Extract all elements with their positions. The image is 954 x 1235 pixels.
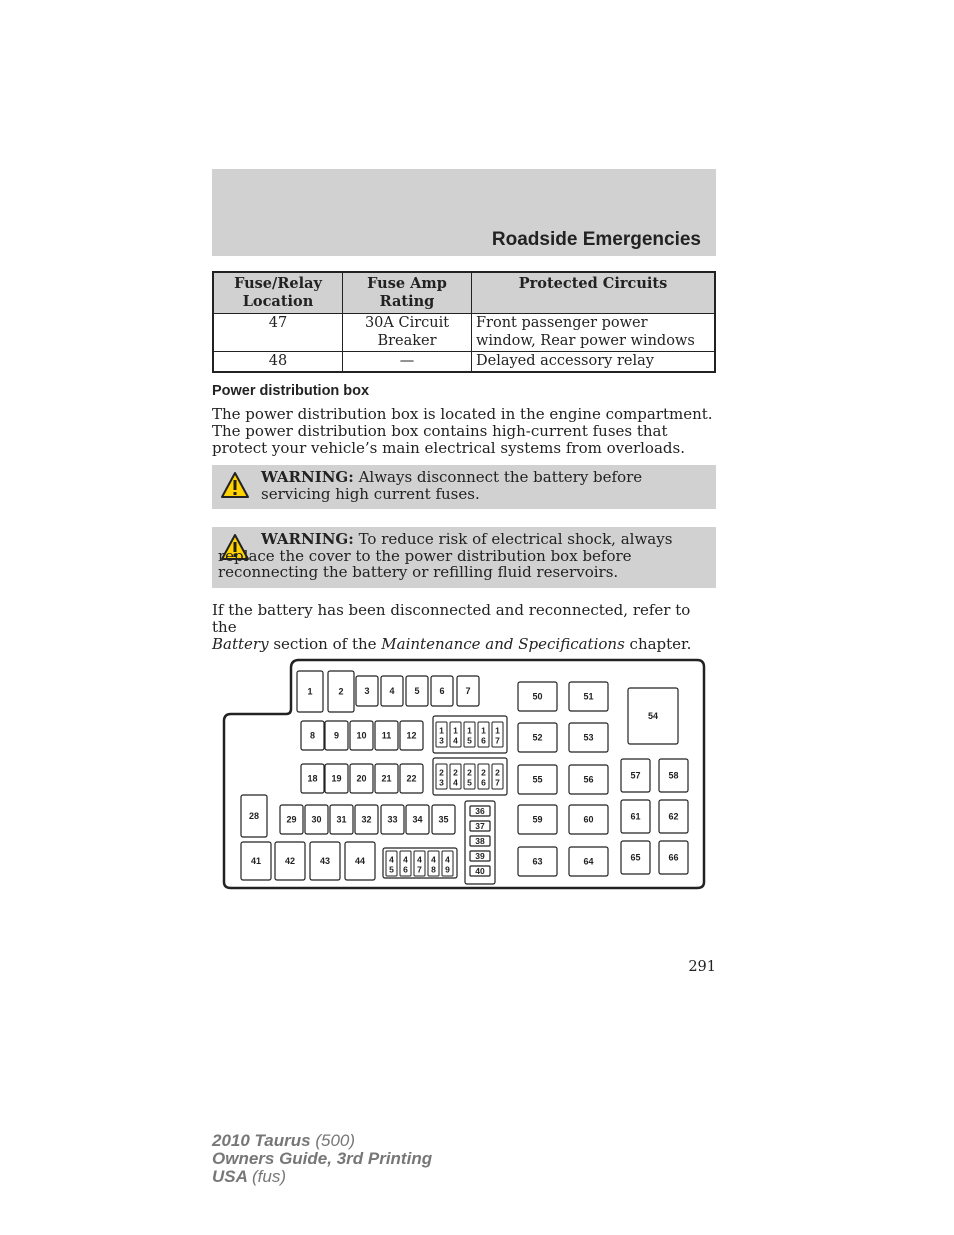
fuse-44 <box>345 842 375 880</box>
svg-text:2: 2 <box>467 767 472 778</box>
svg-text:4: 4 <box>389 854 394 865</box>
fuse-40 <box>470 866 490 876</box>
footer <box>212 1132 432 1186</box>
svg-text:1: 1 <box>453 725 458 736</box>
fuse-30 <box>305 805 328 834</box>
svg-text:39: 39 <box>475 850 485 861</box>
svg-text:7: 7 <box>495 735 500 746</box>
battery-link: Battery <box>212 635 269 653</box>
svg-text:4: 4 <box>431 854 436 865</box>
svg-text:60: 60 <box>583 814 594 825</box>
svg-text:2: 2 <box>495 767 500 778</box>
svg-text:29: 29 <box>286 814 297 825</box>
fuse-6 <box>431 676 453 706</box>
column-header-rating: Fuse Amp Rating <box>343 272 472 314</box>
svg-text:19: 19 <box>331 773 342 784</box>
fuse-39 <box>470 851 490 861</box>
fuse-36 <box>470 806 490 816</box>
fuse-15 <box>464 722 475 747</box>
fuse-10 <box>350 721 373 750</box>
fuse-14 <box>450 722 461 747</box>
svg-text:43: 43 <box>319 856 331 867</box>
svg-text:10: 10 <box>356 730 367 741</box>
svg-text:5: 5 <box>414 686 420 697</box>
svg-text:33: 33 <box>387 814 398 825</box>
chapter-link: Maintenance and Specifications <box>381 635 625 653</box>
fuse-32 <box>355 805 378 834</box>
svg-text:8: 8 <box>309 730 316 741</box>
fuse-3 <box>356 676 378 706</box>
fuse-50 <box>518 682 557 711</box>
svg-text:5: 5 <box>467 735 472 746</box>
fuse-28 <box>241 795 267 837</box>
fuse-11 <box>375 721 398 750</box>
fuse-60 <box>569 805 608 834</box>
fuse-65 <box>621 841 650 874</box>
fuse-35 <box>432 805 455 834</box>
fuse-23 <box>436 764 447 789</box>
page-number: 291 <box>688 959 716 975</box>
fuse-48 <box>428 851 439 876</box>
fuse-37 <box>470 821 490 831</box>
svg-text:4: 4 <box>403 854 408 865</box>
svg-text:32: 32 <box>361 814 372 825</box>
fuse-61 <box>621 800 650 833</box>
svg-text:58: 58 <box>668 770 679 781</box>
power-distribution-box-diagram <box>222 658 708 892</box>
fuse-5 <box>406 676 428 706</box>
svg-text:2: 2 <box>453 767 458 778</box>
svg-text:61: 61 <box>630 811 641 822</box>
fuse-17 <box>492 722 503 747</box>
svg-text:4: 4 <box>417 854 422 865</box>
svg-text:62: 62 <box>668 811 679 822</box>
fuse-38 <box>470 836 490 846</box>
fuse-33 <box>381 805 404 834</box>
svg-text:36: 36 <box>475 805 485 816</box>
svg-text:65: 65 <box>630 852 641 863</box>
cell-circuits: Front passenger power window, Rear power windows <box>472 314 716 352</box>
svg-text:35: 35 <box>438 814 449 825</box>
warning-box <box>212 527 716 588</box>
svg-text:41: 41 <box>250 856 262 867</box>
cell-rating: 30A Circuit Breaker <box>343 314 472 352</box>
svg-text:42: 42 <box>284 856 296 867</box>
fuse-59 <box>518 805 557 834</box>
svg-text:12: 12 <box>406 730 417 741</box>
cell-circuits: Delayed accessory relay <box>472 352 716 373</box>
fuse-21 <box>375 764 398 793</box>
svg-text:22: 22 <box>406 773 417 784</box>
svg-text:1: 1 <box>481 725 486 736</box>
battery-text: chapter. <box>629 635 692 653</box>
svg-text:3: 3 <box>439 777 444 788</box>
fuse-29 <box>280 805 303 834</box>
fuse-table <box>212 271 716 373</box>
fuse-16 <box>478 722 489 747</box>
fuse-12 <box>400 721 423 750</box>
svg-text:6: 6 <box>439 686 445 697</box>
svg-text:5: 5 <box>389 864 394 875</box>
column-header-circuits: Protected Circuits <box>472 272 716 314</box>
fuse-66 <box>659 841 688 874</box>
cell-location: 47 <box>213 314 343 352</box>
fuse-56 <box>569 765 608 794</box>
svg-text:51: 51 <box>583 691 594 702</box>
svg-text:4: 4 <box>453 777 458 788</box>
fuse-57 <box>621 759 650 792</box>
warning-label: WARNING: <box>261 530 354 548</box>
fuse-25 <box>464 764 475 789</box>
svg-text:4: 4 <box>453 735 458 746</box>
svg-text:54: 54 <box>647 711 659 722</box>
fuse-8 <box>301 721 324 750</box>
svg-text:7: 7 <box>417 864 422 875</box>
fuse-43 <box>310 842 340 880</box>
svg-text:2: 2 <box>338 686 344 697</box>
fuse-62 <box>659 800 688 833</box>
fuse-64 <box>569 847 608 876</box>
svg-text:37: 37 <box>475 820 485 831</box>
fuse-4 <box>381 676 403 706</box>
fuse-54 <box>628 688 678 744</box>
fuse-58 <box>659 759 688 792</box>
svg-text:2: 2 <box>481 767 486 778</box>
svg-text:6: 6 <box>481 735 486 746</box>
svg-text:2: 2 <box>439 767 444 778</box>
svg-text:66: 66 <box>668 852 679 863</box>
intro-paragraph: The power distribution box is located in the engine compartment. The power distribution box contains high-current fuses that protect your vehicle’s main electrical systems from overloads. <box>212 405 713 457</box>
fuse-2 <box>328 671 354 712</box>
section-header <box>212 169 716 256</box>
section-title: Power distribution box <box>212 383 370 399</box>
fuse-19 <box>325 764 348 793</box>
svg-text:50: 50 <box>532 691 543 702</box>
svg-text:8: 8 <box>431 864 436 875</box>
warning-text: Always disconnect the battery before servicing high current fuses. <box>261 468 643 503</box>
fuse-49 <box>442 851 453 876</box>
svg-text:1: 1 <box>439 725 444 736</box>
table-row <box>213 314 715 352</box>
svg-text:7: 7 <box>465 686 471 697</box>
svg-text:28: 28 <box>248 811 260 822</box>
fuse-24 <box>450 764 461 789</box>
svg-text:4: 4 <box>445 854 450 865</box>
fuse-53 <box>569 723 608 752</box>
warning-box <box>212 465 716 509</box>
svg-text:5: 5 <box>467 777 472 788</box>
svg-text:40: 40 <box>475 865 485 876</box>
svg-text:3: 3 <box>364 686 370 697</box>
battery-paragraph <box>212 602 716 653</box>
svg-text:59: 59 <box>532 814 543 825</box>
svg-text:38: 38 <box>475 835 485 846</box>
svg-text:52: 52 <box>532 732 543 743</box>
svg-text:21: 21 <box>381 773 392 784</box>
fuse-27 <box>492 764 503 789</box>
svg-text:18: 18 <box>307 773 318 784</box>
warning-text: To reduce risk of electrical shock, always replace the cover to the power distribution box before reconnecting the battery or refilling fluid reservoirs. <box>218 530 673 581</box>
svg-text:55: 55 <box>532 774 543 785</box>
battery-text: If the battery has been disconnected and reconnected, refer to the <box>212 601 691 636</box>
cell-rating: — <box>343 352 472 373</box>
footer-model: 2010 Taurus <box>212 1131 311 1150</box>
fuse-20 <box>350 764 373 793</box>
fuse-22 <box>400 764 423 793</box>
svg-text:6: 6 <box>481 777 486 788</box>
svg-text:63: 63 <box>532 856 543 867</box>
fuse-31 <box>330 805 353 834</box>
fuse-45 <box>386 851 397 876</box>
fuse-7 <box>457 676 479 706</box>
svg-text:9: 9 <box>445 864 450 875</box>
svg-text:7: 7 <box>495 777 500 788</box>
fuse-13 <box>436 722 447 747</box>
battery-text: section of the <box>273 635 377 653</box>
fuse-42 <box>275 842 305 880</box>
svg-text:1: 1 <box>307 686 313 697</box>
svg-text:20: 20 <box>356 773 367 784</box>
svg-text:6: 6 <box>403 864 408 875</box>
svg-text:44: 44 <box>354 856 366 867</box>
warning-label: WARNING: <box>261 468 354 486</box>
cell-location: 48 <box>213 352 343 373</box>
fuse-1 <box>297 671 323 712</box>
table-row <box>213 352 715 373</box>
svg-text:3: 3 <box>439 735 444 746</box>
svg-text:57: 57 <box>630 770 641 781</box>
fuse-47 <box>414 851 425 876</box>
fuse-51 <box>569 682 608 711</box>
fuse-52 <box>518 723 557 752</box>
column-header-location: Fuse/Relay Location <box>213 272 343 314</box>
fuse-26 <box>478 764 489 789</box>
svg-text:53: 53 <box>583 732 594 743</box>
page-title: Roadside Emergencies <box>491 229 701 250</box>
svg-text:31: 31 <box>336 814 347 825</box>
fuse-55 <box>518 765 557 794</box>
warning-triangle-icon <box>220 471 250 499</box>
fuse-46 <box>400 851 411 876</box>
fuse-9 <box>325 721 348 750</box>
svg-text:4: 4 <box>389 686 395 697</box>
footer-market: USA <box>212 1167 248 1186</box>
svg-text:11: 11 <box>381 730 392 741</box>
svg-text:64: 64 <box>583 856 594 867</box>
fuse-34 <box>406 805 429 834</box>
footer-guide: Owners Guide, 3rd Printing <box>212 1149 433 1168</box>
fuse-63 <box>518 847 557 876</box>
svg-text:30: 30 <box>311 814 322 825</box>
svg-text:56: 56 <box>583 774 594 785</box>
svg-text:34: 34 <box>412 814 423 825</box>
footer-market-code: (fus) <box>252 1167 286 1186</box>
svg-text:9: 9 <box>333 730 340 741</box>
svg-text:1: 1 <box>467 725 472 736</box>
svg-text:1: 1 <box>495 725 500 736</box>
fuse-18 <box>301 764 324 793</box>
fuse-41 <box>241 842 271 880</box>
footer-model-code: (500) <box>315 1131 356 1150</box>
